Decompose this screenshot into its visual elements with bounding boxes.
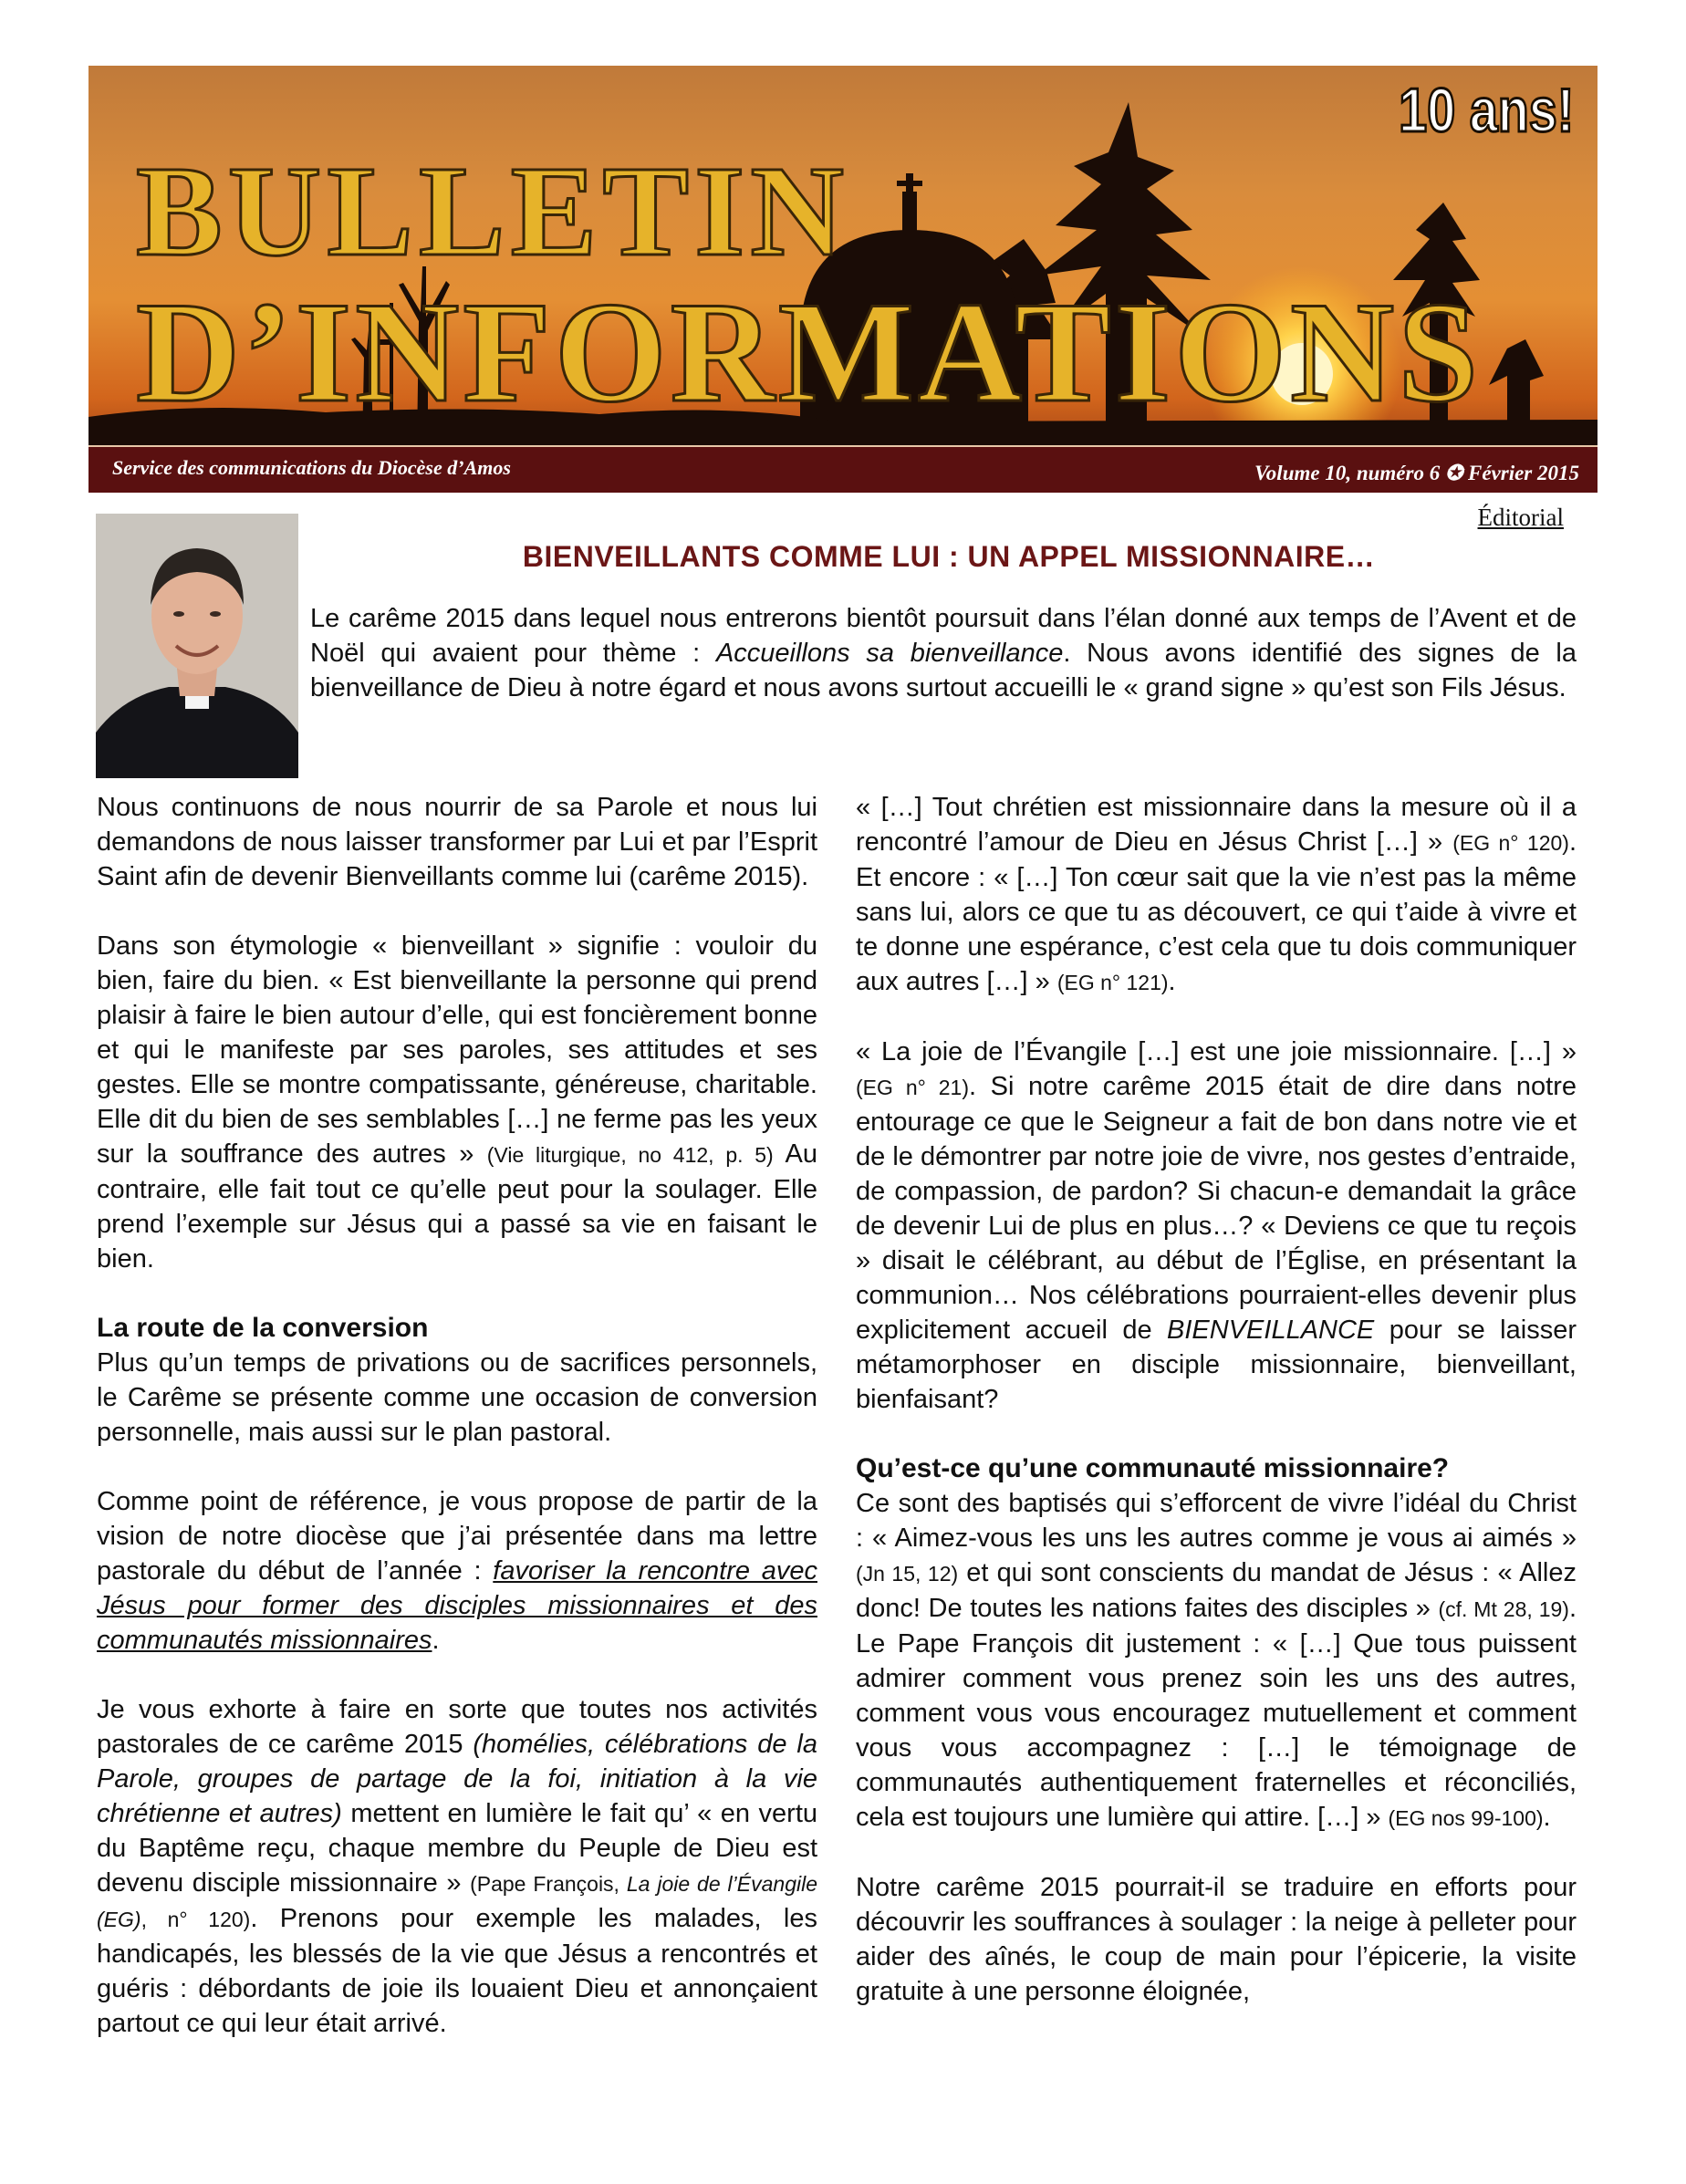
- paragraph-text: « […] Tout chrétien est missionnaire dans la mesure où il a rencontré l’amour de Dieu en Jésus Christ […] »: [856, 793, 1577, 857]
- citation: (EG nos 99-100): [1388, 1806, 1544, 1830]
- citation: (cf. Mt 28, 19): [1438, 1597, 1569, 1621]
- paragraph-text: mettent en lumière le fait qu’ « en vertu du Baptême reçu, chaque membre du Peuple de Dieu est devenu disciple missionnaire »: [97, 1799, 817, 1898]
- paragraph: Nous continuons de nous nourrir de sa Parole et nous lui demandons de nous laisser transformer par Lui et par l’Esprit Saint afin de devenir Bienveillants comme lui (carême 2015).: [97, 793, 817, 891]
- paragraph-text: Comme point de référence, je vous propose de partir de la vision de notre diocèse que j’ai présentée dans ma lettre pastorale du début de l’année :: [97, 1487, 817, 1586]
- paragraph-text: Au contraire, elle fait tout ce qu’elle peut pour la soulager. Elle prend l’exemple sur Jésus qui a passé sa vie en faisant le bien.: [97, 1139, 817, 1274]
- issue-info: Volume 10, numéro 6 ✪ Février 2015: [1254, 462, 1579, 484]
- paragraph: Notre carême 2015 pourrait-il se traduire en efforts pour découvrir les souffrances à soulager : la neige à pelleter pour aider des aînés, le coup de main pour l’épicerie, la visite gratuite à une personne éloignée,: [856, 1873, 1577, 2006]
- service-credit: Service des communications du Diocèse d’Amos: [112, 456, 511, 479]
- citation: (Jn 15, 12): [856, 1562, 959, 1586]
- banner-info-bar: [88, 445, 1598, 493]
- anniversary-badge: 10 ans!: [1398, 76, 1574, 145]
- citation: (Pape François,: [470, 1872, 627, 1896]
- right-column: [856, 790, 1577, 2044]
- paragraph-text: pour se laisser métamorphoser en disciple missionnaire, bienveillant, bienfaisant?: [856, 1316, 1577, 1414]
- paragraph: [97, 929, 817, 1276]
- citation: (EG n° 120): [1452, 831, 1569, 855]
- paragraph-text: Je vous exhorte à faire en sorte que toutes nos activités pastorales de ce carême 2015: [97, 1695, 817, 1759]
- pastoral-vision-quote: favoriser la rencontre avec Jésus pour former des disciples missionnaires et des communautés missionnaires: [97, 1556, 817, 1655]
- paragraph: [856, 1035, 1577, 1417]
- article-intro: [310, 601, 1577, 705]
- article-headline: BIENVEILLANTS COMME LUI : UN APPEL MISSIONNAIRE…: [522, 540, 1376, 573]
- intro-text-end: . Nous avons identifié des signes de la bienveillance de Dieu à notre égard et nous avons surtout accueilli le « grand signe » qu’est son Fils Jésus.: [310, 639, 1577, 702]
- paragraph: [856, 1486, 1577, 1836]
- paragraph-text: « La joie de l’Évangile […] est une joie missionnaire. […] »: [856, 1037, 1577, 1066]
- paragraph-text: . Et encore : « […] Ton cœur sait que la vie n’est pas la même sans lui, alors ce que tu as découvert, ce qui t’aide à vivre et te donne une espérance, c’est cela que tu dois communiquer aux autres […] »: [856, 827, 1577, 996]
- citation: (EG n° 121): [1056, 971, 1169, 994]
- subheading-communaute-missionnaire: Qu’est-ce qu’une communauté missionnaire?: [856, 1453, 1450, 1483]
- paragraph-text: Ce sont des baptisés qui s’efforcent de vivre l’idéal du Christ : « Aimez-vous les uns les autres comme je vous ai aimés »: [856, 1489, 1577, 1553]
- subheading-route-conversion: La route de la conversion: [97, 1313, 429, 1343]
- paragraph-text: . Si notre carême 2015 était de dire dans notre entourage ce que le Seigneur a fait de bon dans notre vie et de le démontrer par notre joie de vivre, nos gestes d’entraide, de compassion, de pardon? Si chacun-e demandait la grâce de devenir Lui de plus en plus…? « Deviens ce que tu reçois » disait le célébrant, au début de l’Église, en présentant la communion… Nos célébrations pourraient-elles devenir plus explicitement accueil de: [856, 1072, 1577, 1345]
- paragraph-text: .: [1168, 967, 1176, 996]
- paragraph-text: . Prenons pour exemple les malades, les handicapés, les blessés de la vie que Jésus a rencontrés et guéris : débordants de joie ils louaient Dieu et annonçaient partout ce qui leur était arrivé.: [97, 1904, 817, 2038]
- paragraph: [97, 1484, 817, 1658]
- bulletin-title-line2: D’INFORMATIONS: [136, 273, 1483, 432]
- citation-title: La joie de l’Évangile (EG): [97, 1872, 817, 1931]
- paragraph: [856, 790, 1577, 1000]
- paragraph-text: .: [432, 1626, 440, 1655]
- paragraph-text: . Le Pape François dit justement : « […] Que tous puissent admirer comment vous prenez soin les uns des autres, comment vous vous encouragez mutuellement et comment vous vous accompagnez : […] le témoignage de communautés authentiquement fraternelles et réconciliés, cela est toujours une lumière qui attire. […] »: [856, 1594, 1577, 1832]
- paragraph-text: et qui sont conscients du mandat de Jésus : « Allez donc! De toutes les nations faites des disciples »: [856, 1558, 1577, 1623]
- activities-list: (homélies, célébrations de la Parole, groupes de partage de la foi, initiation à la vie chrétienne et autres): [97, 1730, 817, 1828]
- section-label-editorial: Éditorial: [1477, 504, 1564, 531]
- author-portrait: [96, 514, 298, 778]
- intro-theme: Accueillons sa bienveillance: [715, 639, 1064, 668]
- citation: , n° 120): [140, 1908, 251, 1931]
- paragraph-text: Dans son étymologie « bienveillant » signifie : vouloir du bien, faire du bien. « Est bienveillante la personne qui prend plaisir à faire le bien autour d’elle, qui est foncièrement bonne et qui le manifeste par ses paroles, ses attitudes et ses gestes. Elle se montre compatissante, généreuse, charitable. Elle dit du bien de ses semblables […] ne ferme pas les yeux sur la souffrance des autres »: [97, 931, 817, 1169]
- citation: (Vie liturgique, no 412, p. 5): [486, 1143, 774, 1167]
- citation: (EG n° 21): [856, 1076, 969, 1099]
- emphasis-word: BIENVEILLANCE: [1167, 1316, 1375, 1345]
- left-column: [97, 790, 817, 2075]
- masthead-banner: [88, 66, 1598, 493]
- paragraph-text: .: [1543, 1803, 1551, 1832]
- paragraph: [97, 1692, 817, 2041]
- bulletin-title-line1: BULLETIN: [136, 139, 849, 283]
- intro-text: Le carême 2015 dans lequel nous entrerons bientôt poursuit dans l’élan donné aux temps de l’Avent et de Noël qui avaient pour thème :: [310, 604, 1577, 668]
- paragraph: Plus qu’un temps de privations ou de sacrifices personnels, le Carême se présente comme une occasion de conversion personnelle, mais aussi sur le plan pastoral.: [97, 1348, 817, 1447]
